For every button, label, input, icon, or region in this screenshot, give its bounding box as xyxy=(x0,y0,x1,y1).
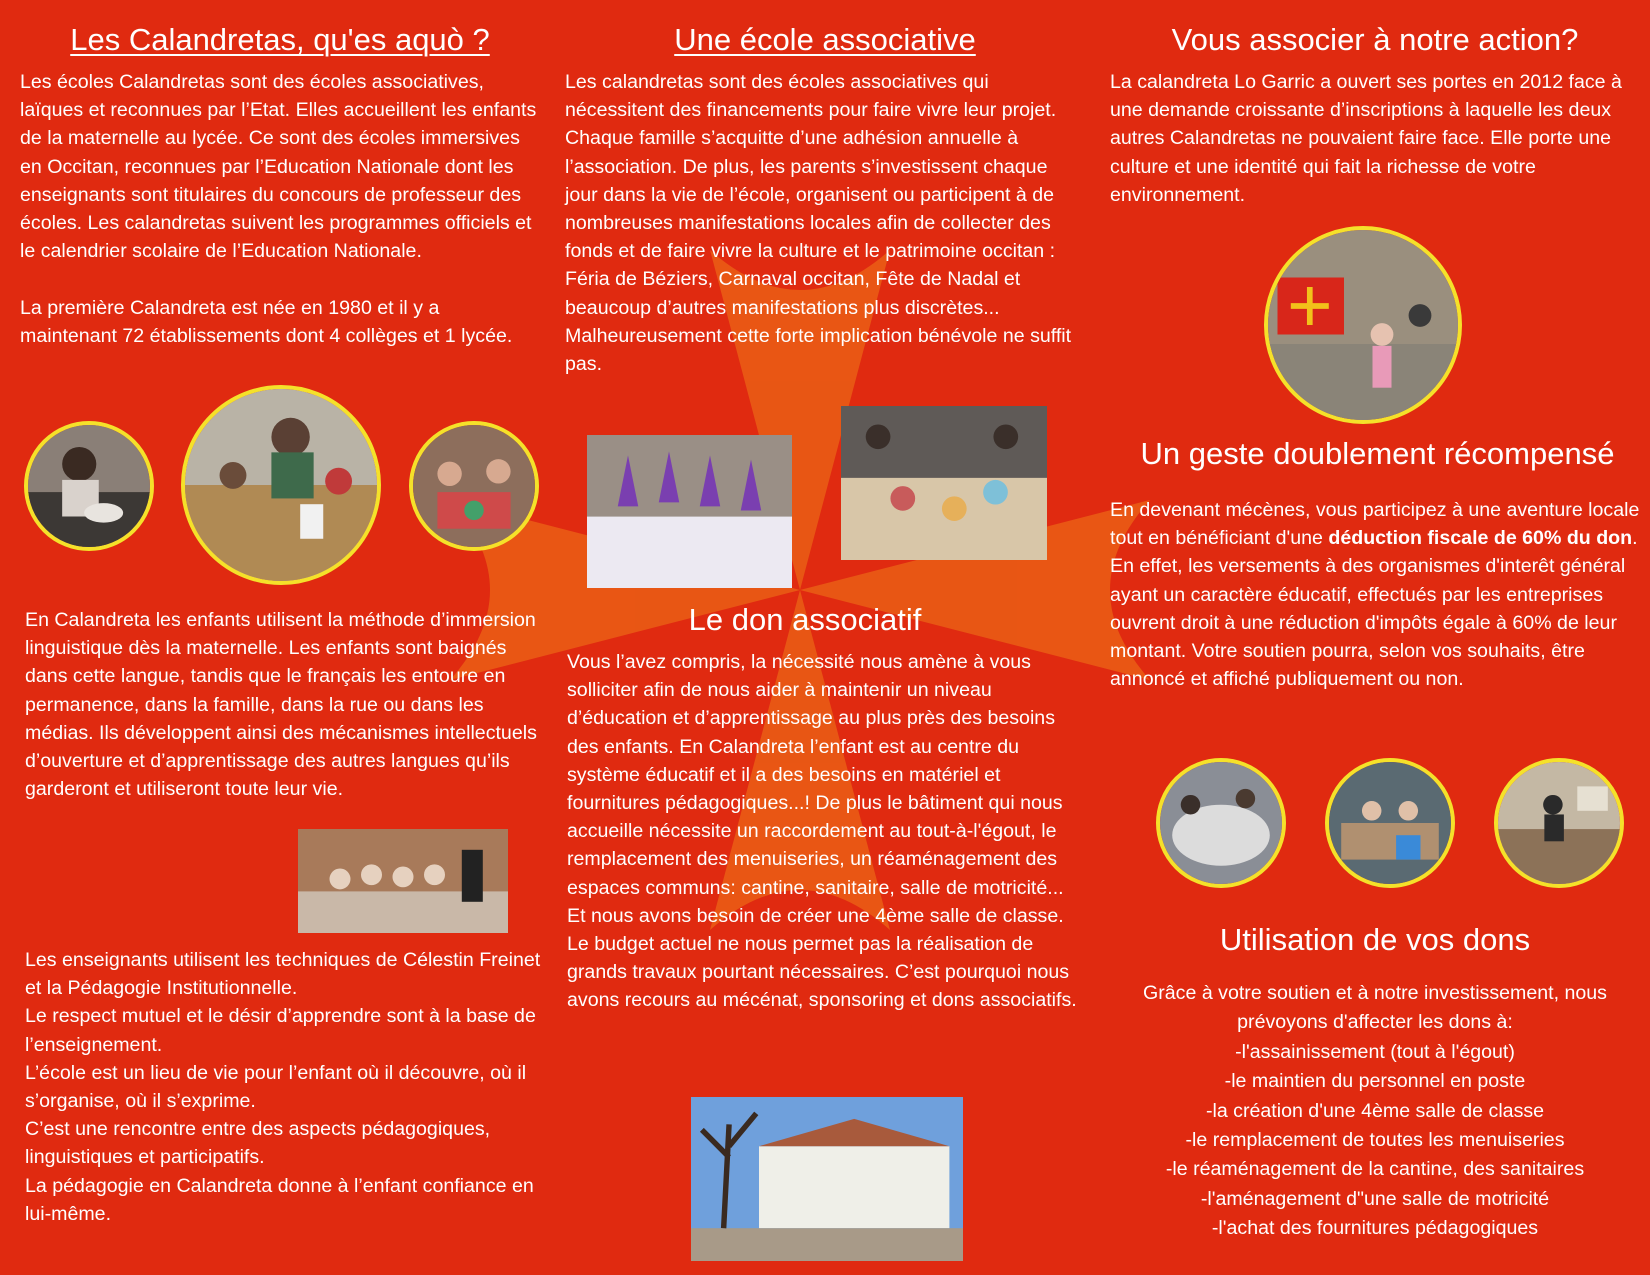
utilisation-dons-list xyxy=(1110,979,1640,1244)
pedagogy-line: La pédagogie en Calandreta donne à l’enfant confiance en lui-même. xyxy=(25,1174,534,1225)
pedagogy-line: C’est une rencontre entre des aspects pédagogiques, linguistiques et participatifs. xyxy=(25,1118,491,1169)
geste-recompense-text xyxy=(1110,496,1645,693)
pedagogy-line: L’école est un lieu de vie pour l’enfant où il découvre, où il s’organise, où il s’exprime. xyxy=(25,1061,527,1113)
ecole-associative-text: Les calandretas sont des écoles associatives qui nécessitent des financements pour faire vivre leur projet. Chaque famille s’acquitte d’une adhésion annuelle à l’association. De plus, les parents s’investissent chaque jour dans la vie de l’école, organisent ou participent à de nombreuses manifestations locales afin de collecter des fonds et de faire vivre la culture et le patrimoine occitan : Féria de Béziers, Carnaval occitan, Fête de Nadal et beaucoup d’autres manifestations plus discrètes... Malheureusement cette forte implication bénévole ne suffit pas. xyxy=(565,71,1072,376)
dons-list-item: -le réaménagement de la cantine, des sanitaires xyxy=(1165,1158,1585,1181)
heading-calandretas: Les Calandretas, qu'es aquò ? xyxy=(70,22,490,57)
don-associatif-text: Vous l’avez compris, la nécessité nous amène à vous solliciter afin de nous aider à maintenir un niveau d’éducation et d’apprentissage au plus près des besoins des enfants. En Calandreta l’enfant est au centre du système éducatif et il a des besoins en matériel et fournitures pédagogiques...! De plus le bâtiment qui nous accueille nécessite un raccordement au tout-à-l'égout, le remplacement des menuiseries, un réaménagement des espaces communs: cantine, sanitaire, salle de motricité... Et nous avons besoin de créer une 4ème salle de classe. Le budget actuel ne nous permet pas la réalisation de grands travaux pourtant nécessaires. C’est pourquoi nous avons recours au mécénat, sponsoring et dons associatifs. xyxy=(567,651,1077,1012)
pedagogy-line: Le respect mutuel et le désir d’apprendre sont à la base de l’enseignement. xyxy=(25,1005,536,1056)
photo-child-crafts xyxy=(24,421,154,551)
vous-associer-text: La calandreta Lo Garric a ouvert ses portes en 2012 face à une demande croissante d’inscriptions à laquelle les deux autres Calandretas ne pouvaient faire face. Elle porte une culture et une identité qui fait la richesse de votre environnement. xyxy=(1110,71,1622,206)
calandretas-history-text: La première Calandreta est née en 1980 et il y a maintenant 72 établissements dont 4 collèges et 1 lycée. xyxy=(20,297,513,348)
dons-list-item: -le remplacement de toutes les menuiseries xyxy=(1185,1129,1565,1152)
fiscal-deduction-highlight: déduction fiscale de 60% du don xyxy=(1328,527,1633,550)
photo-children-painting xyxy=(409,421,539,551)
photo-teacher-classroom xyxy=(1494,758,1624,888)
photo-food-stall xyxy=(841,406,1047,560)
photo-school-building xyxy=(691,1097,963,1261)
photo-occitan-flag-playground xyxy=(1264,226,1462,424)
photo-kids-working-table xyxy=(1156,758,1286,888)
pedagogy-line: Les enseignants utilisent les techniques de Célestin Freinet et la Pédagogie Institutionnelle. xyxy=(25,949,541,1000)
dons-list-item: -le maintien du personnel en poste xyxy=(1224,1070,1526,1093)
pedagogy-text xyxy=(25,946,550,1228)
heading-utilisation-dons: Utilisation de vos dons xyxy=(1219,922,1531,957)
dons-list-item: -l'achat des fournitures pédagogiques xyxy=(1211,1217,1539,1240)
calandretas-intro-text: Les écoles Calandretas sont des écoles associatives, laïques et reconnues par l’Etat. Elles accueillent les enfants de la maternelle au lycée. Ce sont des écoles immersives en Occitan, reconnues par l’Education Nationale dont les enseignants sont titulaires du concours de professeur des écoles. Les calandretas suivent les programmes officiels et le calendrier scolaire de l’Education Nationale. xyxy=(20,71,537,263)
photo-carnival-costumes xyxy=(587,435,792,588)
photo-classroom-desks xyxy=(1325,758,1455,888)
photo-classroom-table xyxy=(181,385,381,585)
heading-don-associatif: Le don associatif xyxy=(688,602,922,637)
dons-list-item: -l'assainissement (tout à l'égout) xyxy=(1235,1040,1515,1063)
dons-intro: Grâce à votre soutien et à notre investissement, nous prévoyons d'affecter les dons à: xyxy=(1143,982,1607,1034)
photo-children-assembly xyxy=(298,829,508,933)
dons-list-item: -l'aménagement d"une salle de motricité xyxy=(1200,1187,1550,1210)
dons-list-item: -la création d'une 4ème salle de classe xyxy=(1205,1099,1545,1122)
heading-ecole-associative: Une école associative xyxy=(674,22,976,57)
heading-vous-associer: Vous associer à notre action? xyxy=(1171,22,1579,57)
geste-text-detail: . En effet, les versements à des organismes d'interêt général ayant un caractère éducatif, effectués par les entreprises ouvrent droit à une réduction d'impôts égale à 60% de leur montant. Votre soutien pourra, selon vos souhaits, être annoncé et affiché publiquement ou non. xyxy=(1110,527,1638,691)
immersion-text: En Calandreta les enfants utilisent la méthode d’immersion linguistique dès la maternelle. Les enfants sont baignés dans cette langue, tandis que le français les entoure en permanence, dans la famille, dans la rue ou dans les médias. Ils développent ainsi des mécanismes intellectuels d’ouverture et d’apprentissage des autres langues qu’ils garderont et utiliseront toute leur vie. xyxy=(25,609,537,801)
heading-geste-recompense: Un geste doublement récompensé xyxy=(1140,436,1615,471)
geste-text-intro: En devenant mécènes, vous participez à une aventure locale tout en bénéficiant d'une xyxy=(1110,499,1640,550)
